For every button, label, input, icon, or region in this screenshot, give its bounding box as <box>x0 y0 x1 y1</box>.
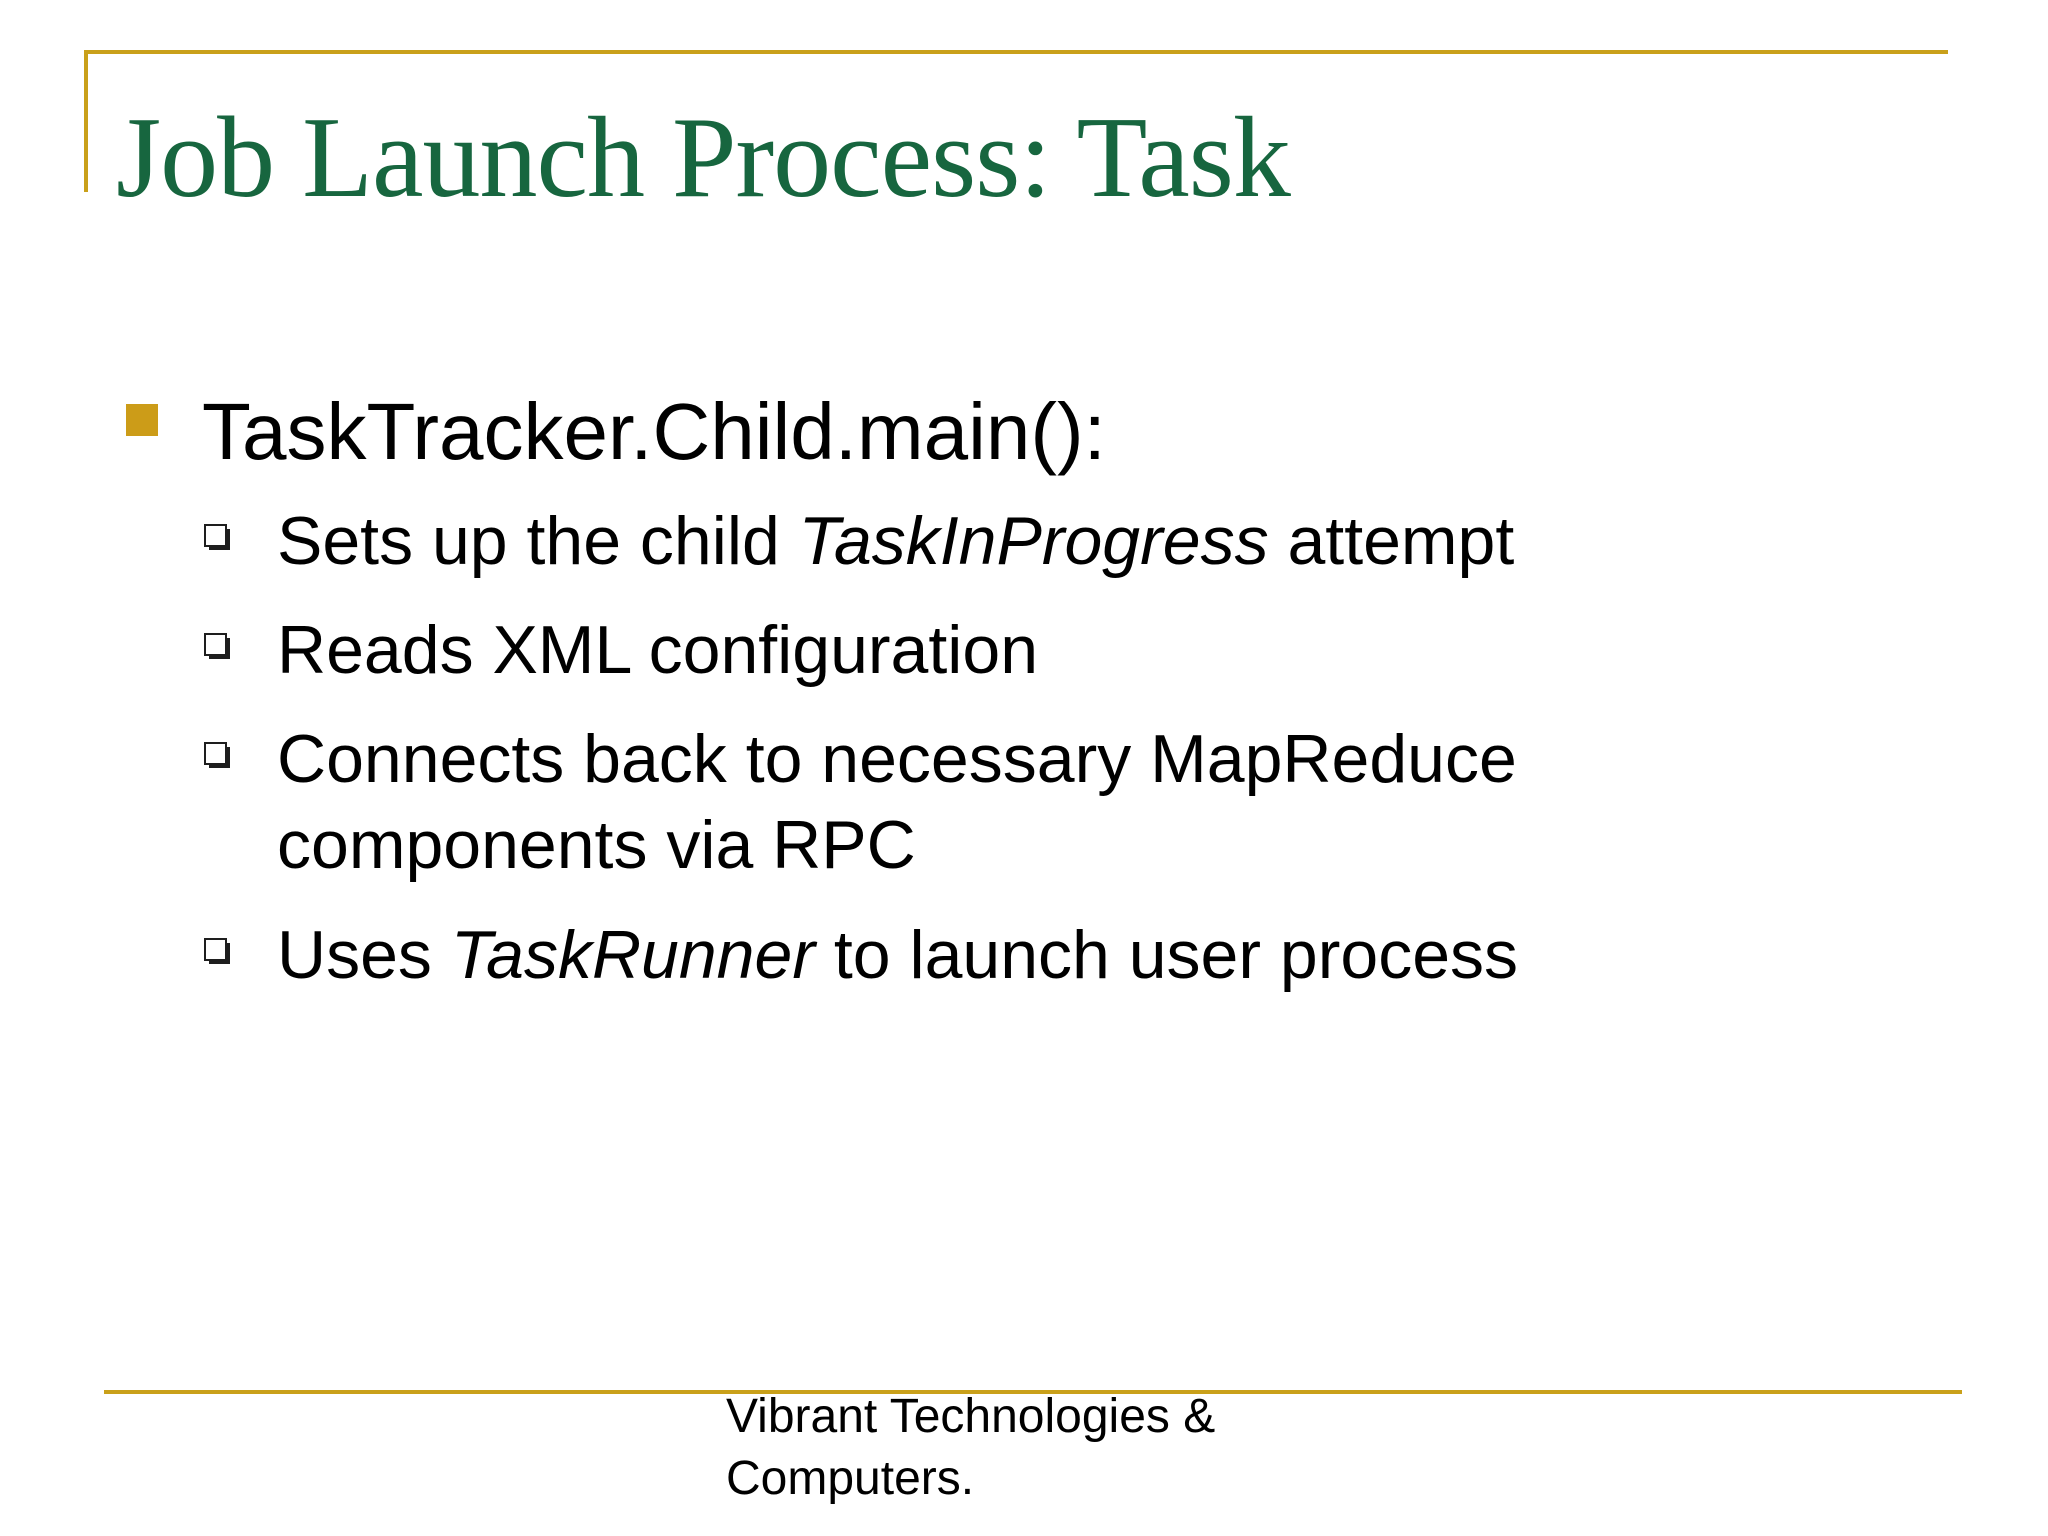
hollow-box-bullet-icon <box>204 938 227 961</box>
subitem-taskrunner-text <box>277 912 1518 998</box>
footer-line1: Vibrant Technologies & <box>726 1390 1216 1443</box>
subitem-setup-italic: TaskInProgress <box>798 503 1269 579</box>
bullet-main-text: TaskTracker.Child.main(): <box>202 387 1106 476</box>
bullet-main <box>126 382 1106 482</box>
subitem-setup-after: attempt <box>1268 503 1515 579</box>
subitem-setup-before: Sets up the child <box>277 503 799 579</box>
hollow-box-bullet-icon <box>204 742 227 765</box>
footer-line2: Computers. <box>726 1452 975 1505</box>
subitem-setup-text <box>277 498 1514 584</box>
subitem-setup <box>204 498 1514 584</box>
subitem-taskrunner-before: Uses <box>277 917 451 993</box>
subitem-connect-line2: components via RPC <box>277 807 916 883</box>
hollow-box-bullet-icon <box>204 633 227 656</box>
subitem-connect <box>204 716 1517 888</box>
slide-title: Job Launch Process: Task <box>116 94 1290 222</box>
subitem-config-text: Reads XML configuration <box>277 612 1039 688</box>
subitem-taskrunner-italic: TaskRunner <box>450 917 815 993</box>
subitem-taskrunner-after: to launch user process <box>814 917 1519 993</box>
left-accent-rule <box>84 50 88 192</box>
hollow-box-bullet-icon <box>204 524 227 547</box>
slide-footer <box>726 1386 1326 1510</box>
subitem-config <box>204 607 1038 693</box>
subitem-connect-text <box>277 716 1517 888</box>
filled-square-bullet-icon <box>126 404 158 436</box>
top-accent-rule <box>84 50 1948 54</box>
subitem-connect-line1: Connects back to necessary MapReduce <box>277 721 1517 797</box>
subitem-taskrunner <box>204 912 1518 998</box>
